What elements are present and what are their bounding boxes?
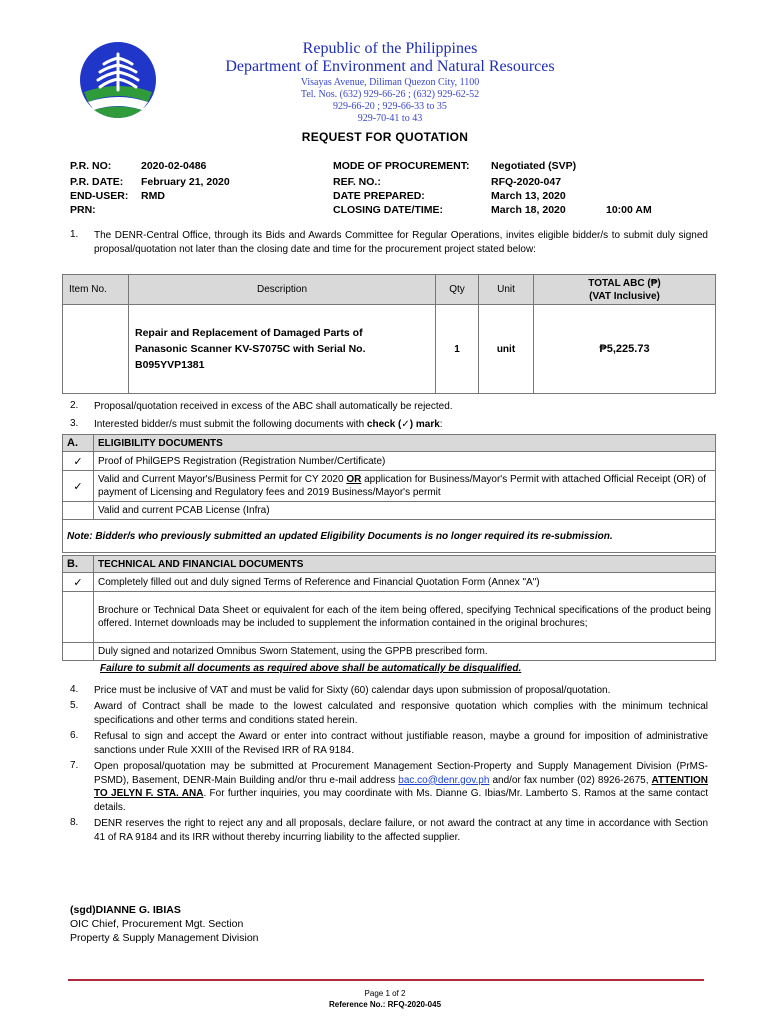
item-4-text: Price must be inclusive of VAT and must be valid for Sixty (60) calendar days upon submission of proposal/quotation. bbox=[94, 685, 611, 696]
closing-time-value: 10:00 AM bbox=[606, 204, 652, 216]
item-1-text: The DENR-Central Office, through its Bids and Awards Committee for Regular Operations, invites eligible bidder/s to submit duly signed proposal/quotation not later than the closing date and time for the procurement project stated below: bbox=[94, 230, 708, 255]
permit-text-a: Valid and Current Mayor's/Business Permit for CY 2020 bbox=[98, 474, 347, 485]
pr-date-value: February 21, 2020 bbox=[141, 176, 230, 188]
failure-warning: Failure to submit all documents as required above shall be automatically be disqualified. bbox=[100, 663, 522, 674]
col-abc-subtitle: (VAT Inclusive) bbox=[589, 290, 660, 302]
technical-letter: B. bbox=[63, 556, 94, 573]
item-7-text-a: Open proposal/quotation may be submitted at Procurement Management Section-Property and Supply Management Division (PrMS-PSMD), Basement, DENR-Main Building and/or thru e-mail address bbox=[94, 761, 708, 786]
signatory-name: (sgd)DIANNE G. IBIAS bbox=[70, 904, 181, 916]
item-3-text-c: : bbox=[439, 419, 443, 430]
item-7-text bbox=[94, 760, 708, 814]
technical-row-text: Completely filled out and duly signed Terms of Reference and Financial Quotation Form (Annex "A") bbox=[94, 573, 716, 592]
document-title: REQUEST FOR QUOTATION bbox=[301, 130, 469, 144]
item-4-number: 4. bbox=[70, 684, 79, 695]
prepared-label: DATE PREPARED: bbox=[333, 190, 425, 202]
item-3-check-mark: check (✓) mark bbox=[366, 419, 440, 430]
item-6-number: 6. bbox=[70, 730, 79, 741]
technical-row-text: Duly signed and notarized Omnibus Sworn Statement, using the GPPB prescribed form. bbox=[94, 643, 716, 661]
item-3-text bbox=[94, 418, 708, 432]
mode-value: Negotiated (SVP) bbox=[491, 160, 577, 172]
row-desc-line-3: B095YVP1381 bbox=[135, 359, 205, 371]
check-icon: ✓ bbox=[63, 573, 94, 592]
item-2-number: 2. bbox=[70, 400, 79, 411]
eligibility-row-text: Proof of PhilGEPS Registration (Registration Number/Certificate) bbox=[94, 452, 716, 471]
pr-date-label: P.R. DATE: bbox=[70, 176, 124, 188]
check-icon bbox=[63, 643, 94, 661]
technical-title: TECHNICAL AND FINANCIAL DOCUMENTS bbox=[94, 556, 716, 573]
header-department: Department of Environment and Natural Resources bbox=[225, 58, 555, 75]
row-abc: ₱5,225.73 bbox=[534, 305, 716, 394]
row-desc-line-2: Panasonic Scanner KV-S7075C with Serial No. bbox=[135, 343, 366, 355]
permit-or: OR bbox=[346, 474, 362, 485]
check-icon: ✓ bbox=[63, 471, 94, 502]
technical-row bbox=[63, 592, 716, 643]
col-abc-title: TOTAL ABC (₱) bbox=[588, 277, 661, 289]
header-tel-1: Tel. Nos. (632) 929-66-26 ; (632) 929-62-52 bbox=[300, 89, 480, 100]
eligibility-letter: A. bbox=[63, 435, 94, 452]
item-7-text-c: . For further inquiries, you may coordinate with Ms. Dianne G. Ibias/Mr. Lamberto S. Ramos at the same contact details. bbox=[94, 788, 709, 813]
col-abc-header bbox=[534, 275, 716, 305]
col-qty-header: Qty bbox=[436, 275, 479, 305]
prn-label: PRN: bbox=[70, 204, 96, 216]
eligibility-row bbox=[63, 452, 716, 471]
technical-row bbox=[63, 643, 716, 661]
header-address: Visayas Avenue, Diliman Quezon City, 1100 bbox=[300, 77, 480, 88]
eligibility-row bbox=[63, 502, 716, 520]
pr-no-label: P.R. NO: bbox=[70, 160, 112, 172]
attention-name: ATTENTION TO JELYN F. STA. ANA bbox=[94, 774, 709, 799]
header-tel-3: 929-70-41 to 43 bbox=[357, 113, 423, 124]
item-3-number: 3. bbox=[70, 418, 79, 429]
header-republic: Republic of the Philippines bbox=[302, 40, 478, 57]
check-icon bbox=[63, 502, 94, 520]
row-unit: unit bbox=[479, 305, 534, 394]
item-6-text: Refusal to sign and accept the Award or enter into contract without justifiable reason, maybe a ground for imposition of administrative sanctions under Rule XXIII of the Revised IRR of RA 9184. bbox=[94, 731, 708, 756]
denr-logo bbox=[78, 40, 158, 120]
footer-page: Page 1 of 2 bbox=[364, 989, 406, 998]
row-desc-line-1: Repair and Replacement of Damaged Parts of bbox=[135, 327, 363, 339]
col-item-header: Item No. bbox=[63, 275, 129, 305]
header-tel-2: 929-66-20 ; 929-66-33 to 35 bbox=[333, 101, 447, 112]
footer-reference: Reference No.: RFQ-2020-045 bbox=[328, 1000, 442, 1009]
item-1-number: 1. bbox=[70, 229, 79, 240]
closing-label: CLOSING DATE/TIME: bbox=[333, 204, 444, 216]
eligibility-note: Note: Bidder/s who previously submitted an updated Eligibility Documents is no longer required its re-submission. bbox=[63, 520, 716, 553]
row-item-no bbox=[63, 305, 129, 394]
eligibility-table bbox=[62, 434, 716, 553]
pr-no-value: 2020-02-0486 bbox=[141, 160, 207, 172]
eligibility-row-text: Valid and current PCAB License (Infra) bbox=[94, 502, 716, 520]
technical-row-text: Brochure or Technical Data Sheet or equivalent for each of the item being offered, specifying Technical specifications of the product being offered. Internet downloads may be included to supplement the information contained in the original brochures; bbox=[94, 592, 716, 643]
eligibility-row bbox=[63, 471, 716, 502]
footer-divider bbox=[68, 979, 704, 981]
signatory-position: OIC Chief, Procurement Mgt. Section bbox=[70, 918, 244, 930]
items-table bbox=[62, 274, 716, 394]
row-qty: 1 bbox=[436, 305, 479, 394]
signatory-division: Property & Supply Management Division bbox=[70, 932, 259, 944]
table-row bbox=[63, 305, 716, 394]
prepared-value: March 13, 2020 bbox=[491, 190, 566, 202]
item-2-text: Proposal/quotation received in excess of the ABC shall automatically be rejected. bbox=[94, 401, 453, 412]
technical-row bbox=[63, 573, 716, 592]
closing-date-value: March 18, 2020 bbox=[491, 204, 566, 216]
item-8-number: 8. bbox=[70, 817, 79, 828]
eligibility-row-text bbox=[94, 471, 716, 502]
eligibility-header-row bbox=[63, 435, 716, 452]
end-user-label: END-USER: bbox=[70, 190, 129, 202]
technical-header-row bbox=[63, 556, 716, 573]
item-5-number: 5. bbox=[70, 700, 79, 711]
email-link[interactable]: bac.co@denr.gov.ph bbox=[398, 774, 490, 786]
ref-label: REF. NO.: bbox=[333, 176, 381, 188]
eligibility-title: ELIGIBILITY DOCUMENTS bbox=[94, 435, 716, 452]
item-3-text-a: Interested bidder/s must submit the following documents with bbox=[94, 419, 367, 430]
eligibility-note-row bbox=[63, 520, 716, 553]
item-7-text-b: and/or fax number (02) 8926-2675, bbox=[489, 774, 652, 786]
item-8-text: DENR reserves the right to reject any and all proposals, declare failure, or not award the contract at any time in accordance with Section 41 of RA 9184 and its IRR without thereby incurring liability to the affected supplier. bbox=[94, 818, 708, 843]
technical-table bbox=[62, 555, 716, 661]
check-icon bbox=[63, 592, 94, 643]
ref-value: RFQ-2020-047 bbox=[491, 176, 562, 188]
end-user-value: RMD bbox=[141, 190, 165, 202]
mode-label: MODE OF PROCUREMENT: bbox=[333, 160, 470, 172]
col-desc-header: Description bbox=[129, 275, 436, 305]
col-unit-header: Unit bbox=[479, 275, 534, 305]
item-5-text: Award of Contract shall be made to the lowest calculated and responsive quotation which complies with the minimum technical specifications and other terms and conditions stated herein. bbox=[94, 701, 708, 726]
item-7-number: 7. bbox=[70, 760, 79, 771]
row-description bbox=[129, 305, 436, 394]
check-icon: ✓ bbox=[63, 452, 94, 471]
permit-text-b: application for Business/Mayor's Permit with attached Official Receipt (OR) of payment of Licensing and Regulatory fees and 2019 Business/Mayor's permit bbox=[98, 474, 706, 498]
